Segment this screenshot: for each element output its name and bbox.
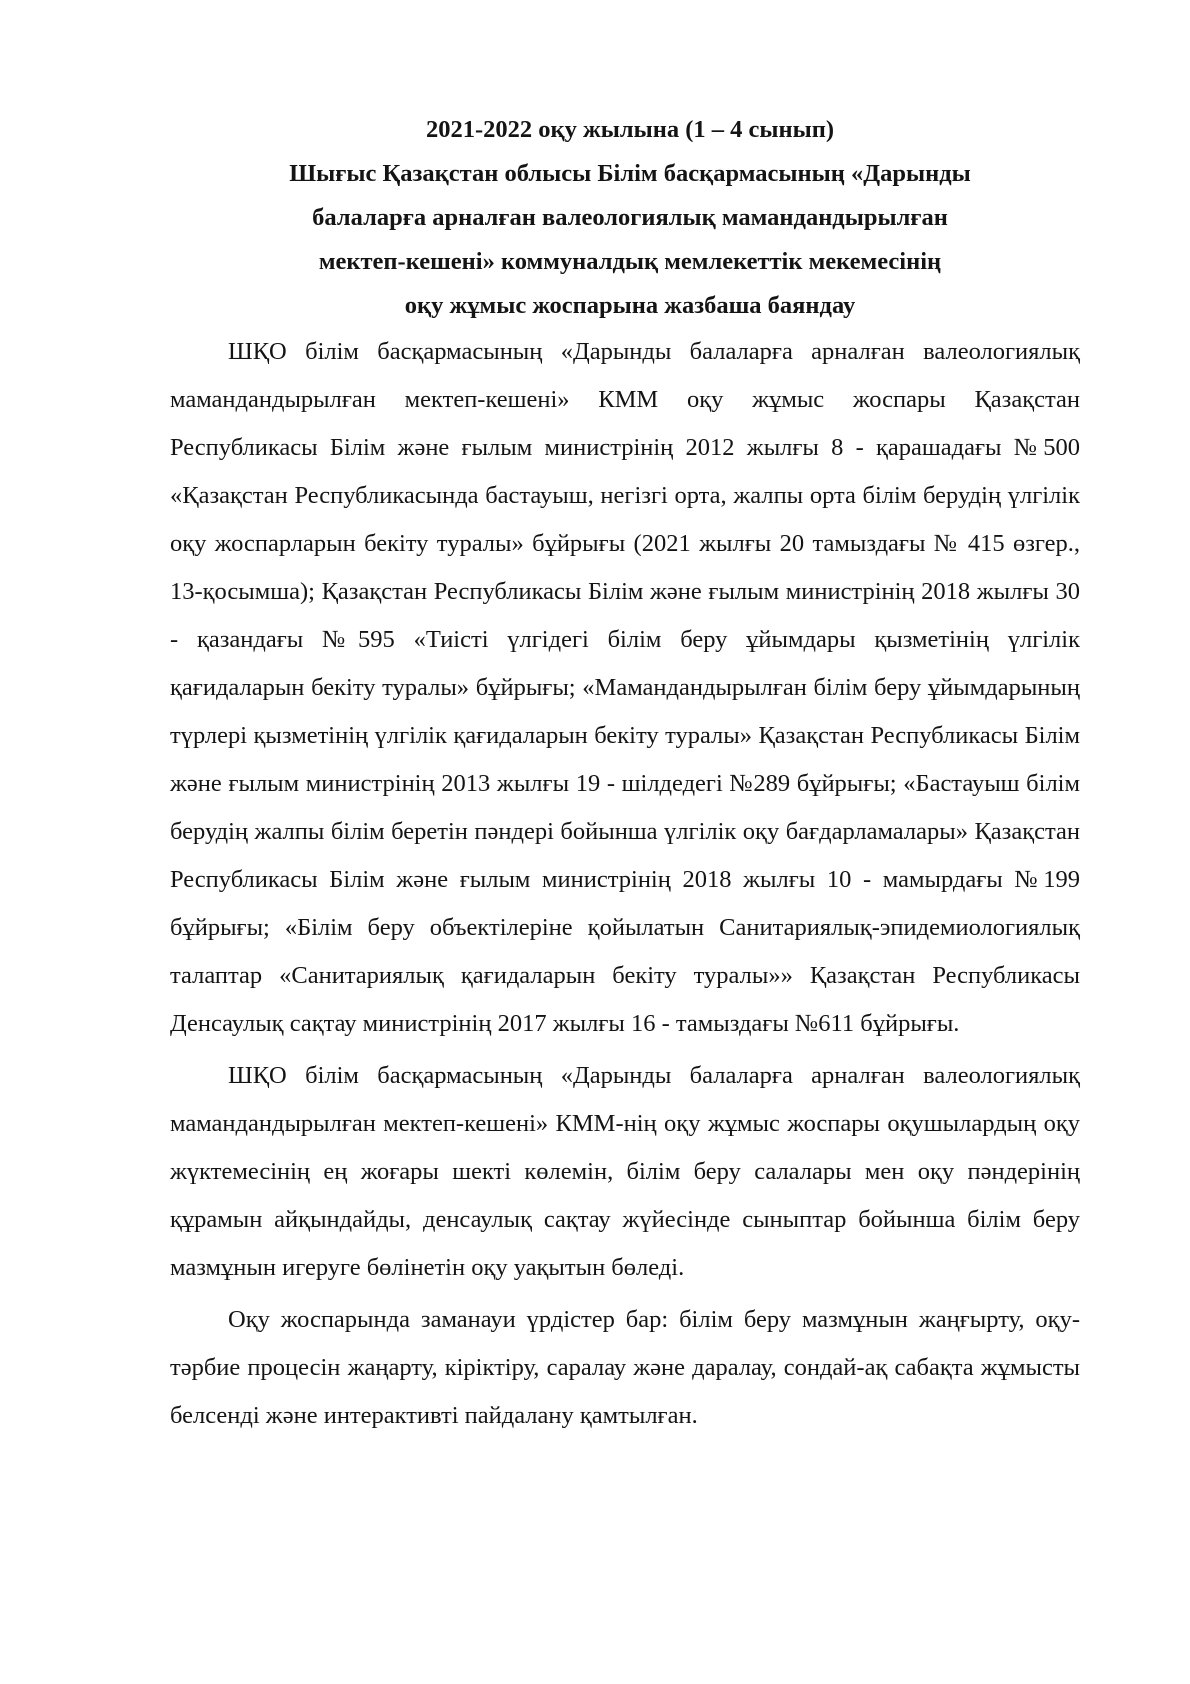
- title-line: мектеп-кешені» коммуналдық мемлекеттік мекемесінің: [318, 248, 942, 275]
- body-paragraph: ШҚО білім басқармасының «Дарынды балаларға арналған валеологиялық мамандандырылған мектеп-кешені» КММ оқу жұмыс жоспары Қазақстан Республикасы Білім және ғылым министрінің 2012 жылғы 8 - қарашадағы №500 «Қазақстан Республикасында бастауыш, негізгі орта, жалпы орта білім берудің үлгілік оқу жоспарларын бекіту туралы» бұйрығы (2021 жылғы 20 тамыздағы № 415 өзгер., 13-қосымша); Қазақстан Республикасы Білім және ғылым министрінің 2018 жылғы 30 - қазандағы №595 «Тиісті үлгідегі білім беру ұйымдары қызметінің үлгілік қағидаларын бекіту туралы» бұйрығы; «Мамандандырылған білім беру ұйымдарының түрлері қызметінің үлгілік қағидаларын бекіту туралы» Қазақстан Республикасы Білім және ғылым министрінің 2013 жылғы 19 - шілдедегі №289 бұйрығы; «Бастауыш білім берудің жалпы білім беретін пәндері бойынша үлгілік оқу бағдарламалары» Қазақстан Республикасы Білім және ғылым министрінің 2018 жылғы 10 - мамырдағы №199 бұйрығы; «Білім беру объектілеріне қойылатын Санитариялық-эпидемиологиялық талаптар «Санитариялық қағидаларын бекіту туралы»» Қазақстан Республикасы Денсаулық сақтау министрінің 2017 жылғы 16 - тамыздағы №611 бұйрығы.: [170, 338, 1080, 1037]
- body-paragraph: Оқу жоспарында заманауи үрдістер бар: білім беру мазмұнын жаңғырту, оқу-тәрбие процесін жаңарту, кіріктіру, саралау және даралау, сондай-ақ сабақта жұмысты белсенді және интерактивті пайдалану қамтылған.: [170, 1306, 1080, 1429]
- title-line: оқу жұмыс жоспарына жазбаша баяндау: [404, 292, 856, 319]
- body-paragraph: ШҚО білім басқармасының «Дарынды балаларға арналған валеологиялық мамандандырылған мектеп-кешені» КММ-нің оқу жұмыс жоспары оқушылардың оқу жүктемесінің ең жоғары шекті көлемін, білім беру салалары мен оқу пәндерінің құрамын айқындайды, денсаулық сақтау жүйесінде сыныптар бойынша білім беру мазмұнын игеруге бөлінетін оқу уақытын бөледі.: [170, 1062, 1080, 1281]
- title-line: балаларға арналған валеологиялық мамандандырылған: [312, 204, 948, 231]
- title-line: Шығыс Қазақстан облысы Білім басқармасының «Дарынды: [289, 160, 971, 187]
- document-title: [170, 108, 1080, 328]
- title-line: 2021-2022 оқу жылына (1 – 4 сынып): [425, 116, 835, 143]
